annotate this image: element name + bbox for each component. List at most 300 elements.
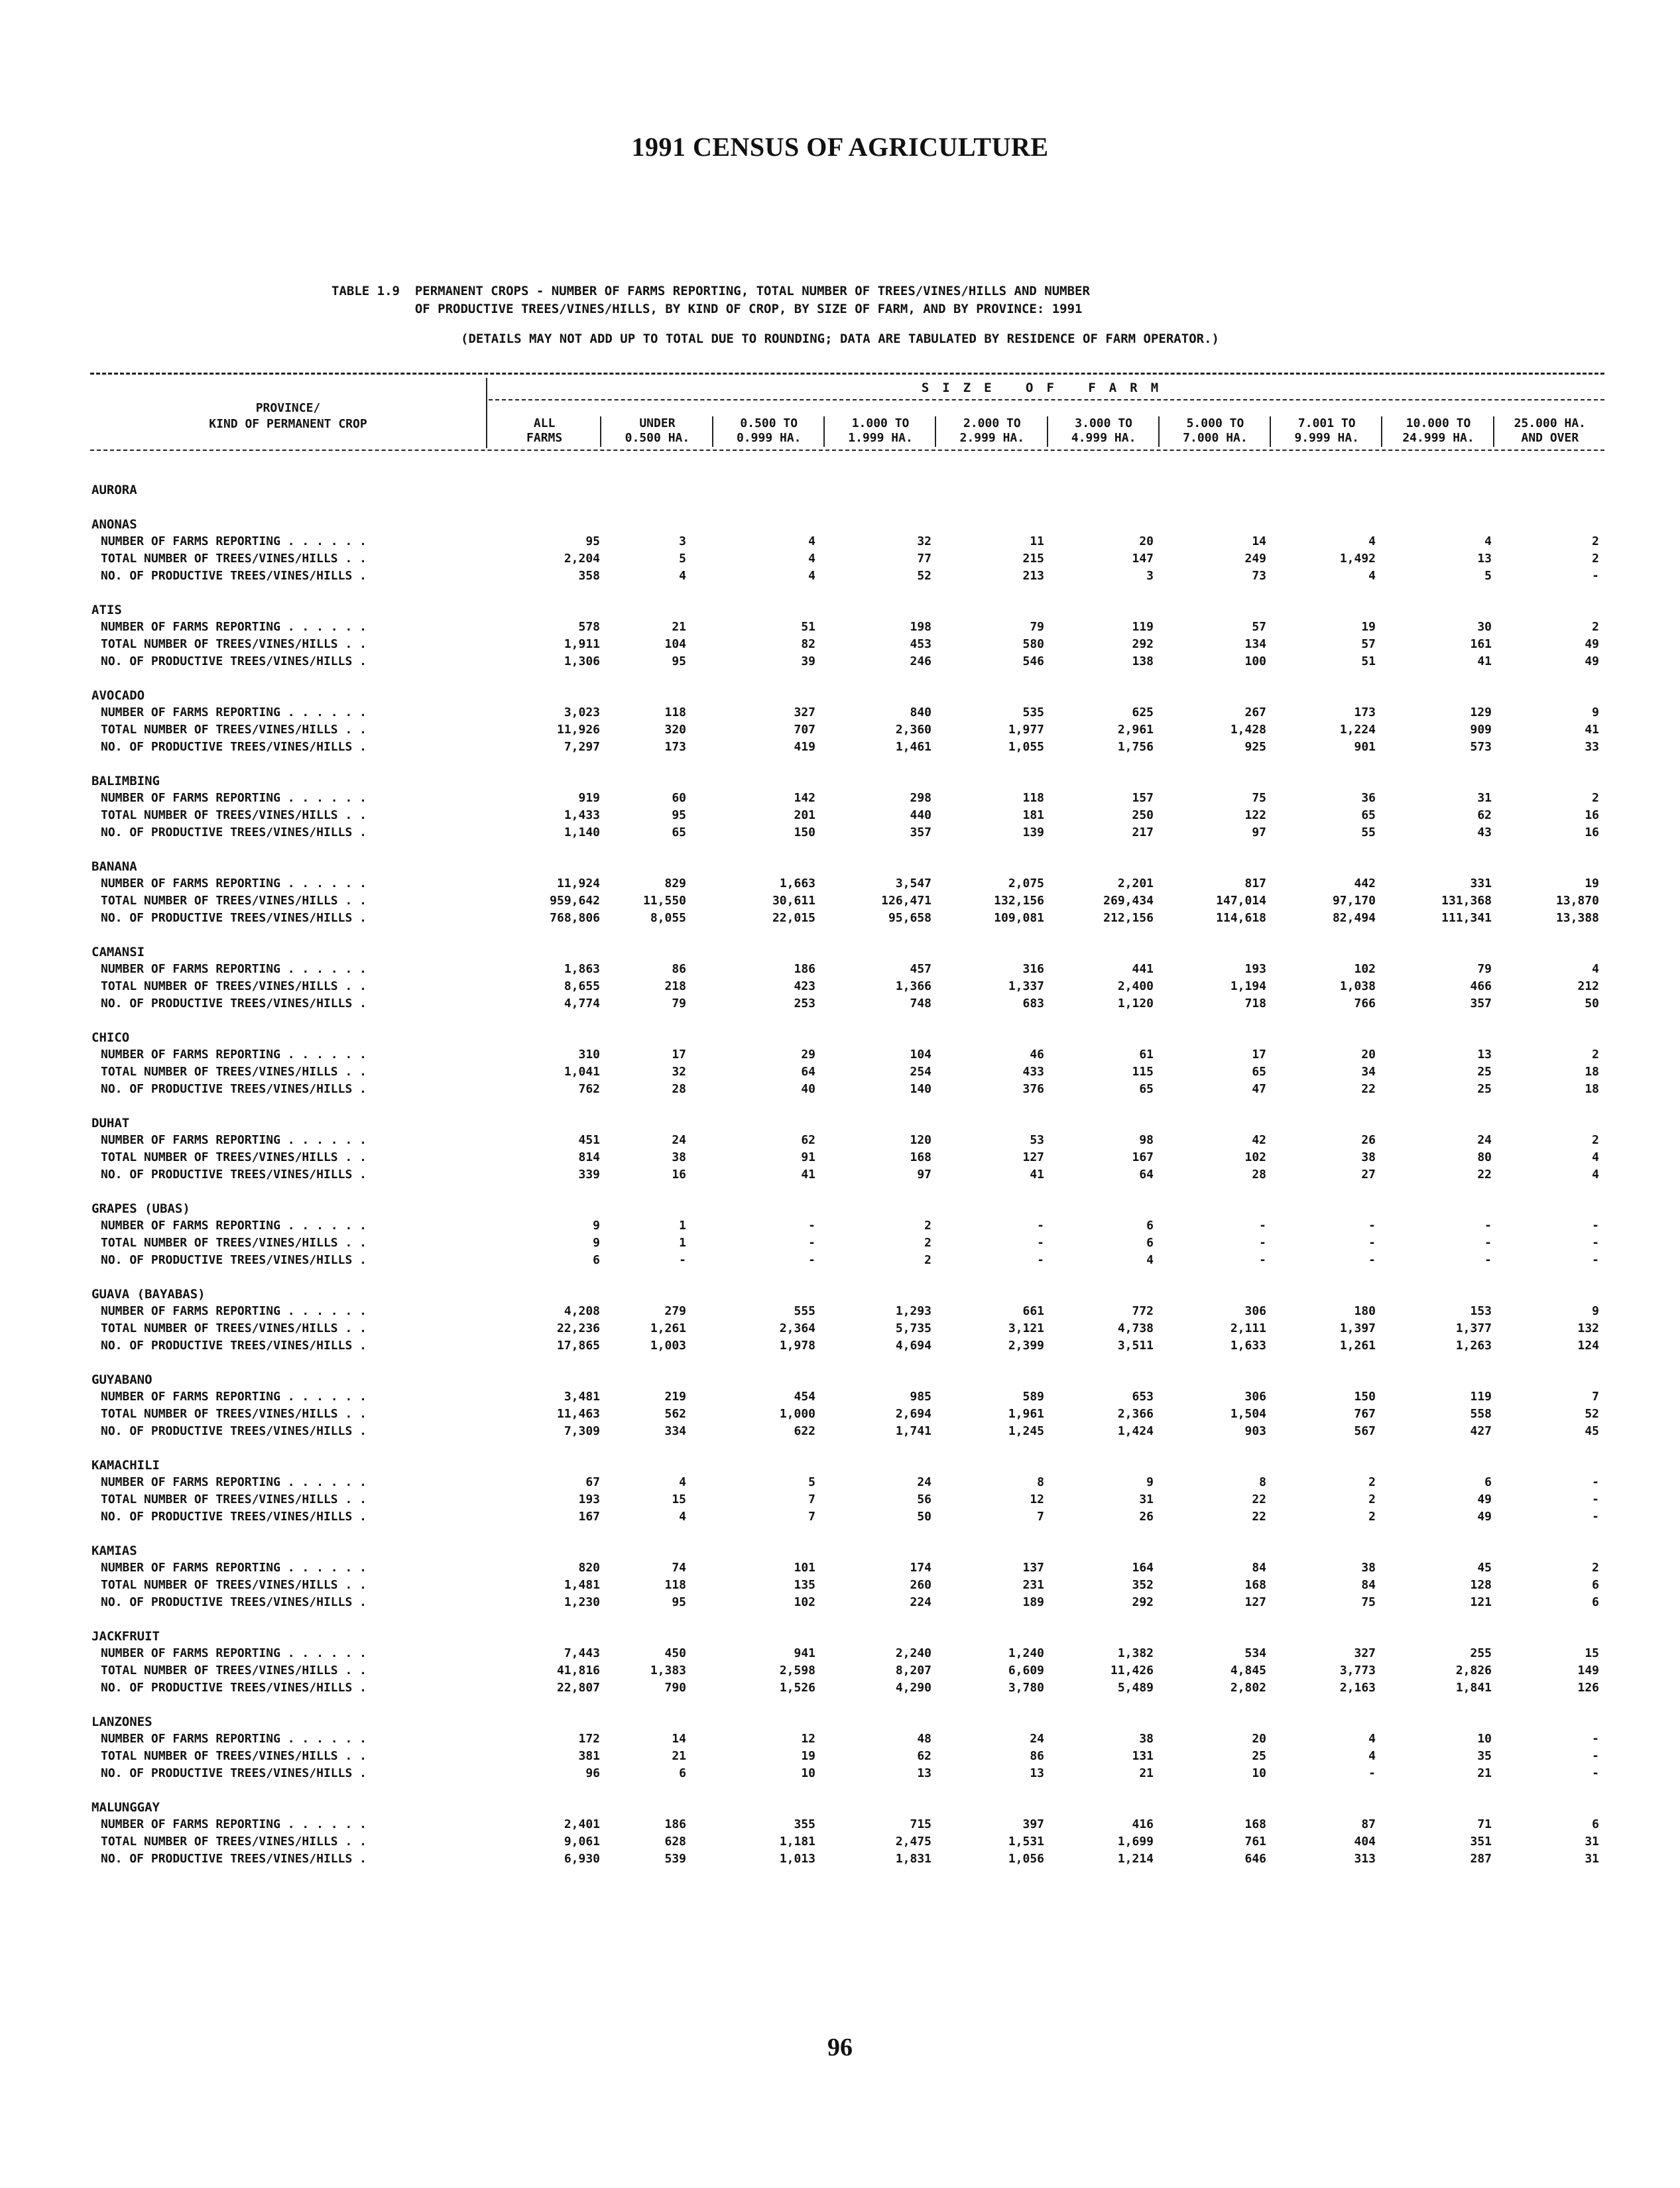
table-cell: 2	[924, 1219, 931, 1233]
table-cell: 2,163	[1339, 1681, 1376, 1695]
table-cell: 1,397	[1339, 1321, 1376, 1335]
table-cell: 2,240	[895, 1646, 931, 1660]
table-cell: 6	[1592, 1578, 1599, 1592]
table-cell: 57	[1361, 637, 1376, 651]
column-header-line: AND OVER	[1521, 431, 1579, 445]
table-cell: 31	[1585, 1852, 1599, 1866]
table-cell: 535	[1022, 705, 1044, 719]
table-cell: 122	[1244, 808, 1266, 822]
row-label: NUMBER OF FARMS REPORTING . . . . . .	[101, 1561, 367, 1575]
table-cell: 120	[910, 1133, 931, 1147]
table-cell: 331	[1470, 877, 1492, 890]
table-cell: 95	[672, 1595, 686, 1609]
table-cell: 62	[1477, 808, 1492, 822]
table-cell: 218	[664, 979, 686, 993]
crop-name: CHICO	[91, 1030, 130, 1045]
table-cell: 1,038	[1339, 979, 1376, 993]
table-cell: 562	[664, 1407, 686, 1421]
table-cell: 578	[578, 620, 600, 634]
table-cell: 4	[1592, 962, 1599, 976]
row-label: NUMBER OF FARMS REPORTING . . . . . .	[101, 620, 367, 634]
row-label: TOTAL NUMBER OF TREES/VINES/HILLS . .	[101, 1492, 367, 1506]
table-cell: 376	[1022, 1082, 1044, 1096]
table-cell: 28	[672, 1082, 686, 1096]
column-header-line: 5.000 TO	[1186, 416, 1244, 430]
table-cell: 75	[1252, 791, 1266, 805]
table-cell: 201	[794, 808, 815, 822]
table-cell: 2,826	[1455, 1664, 1492, 1677]
table-cell: 167	[578, 1510, 600, 1524]
table-cell: 5,735	[895, 1321, 931, 1335]
table-cell: 1,224	[1339, 723, 1376, 737]
row-label: NUMBER OF FARMS REPORTING . . . . . .	[101, 962, 367, 976]
row-label: NO. OF PRODUCTIVE TREES/VINES/HILLS .	[101, 1168, 367, 1182]
table-cell: 121	[1470, 1595, 1492, 1609]
table-cell: 1,055	[1008, 740, 1044, 754]
table-cell: 10	[1252, 1766, 1266, 1780]
table-cell: 358	[578, 569, 600, 583]
table-cell: 127	[1022, 1150, 1044, 1164]
table-cell: -	[1484, 1219, 1492, 1233]
table-cell: 1,013	[779, 1852, 815, 1866]
table-cell: -	[1368, 1236, 1376, 1250]
table-cell: 26	[1139, 1510, 1154, 1524]
table-cell: 2	[924, 1253, 931, 1267]
table-cell: 555	[794, 1304, 815, 1318]
table-cell: 22,015	[772, 911, 815, 925]
table-cell: 6	[1592, 1817, 1599, 1831]
table-cell: 65	[1139, 1082, 1154, 1096]
table-cell: 186	[664, 1817, 686, 1831]
column-header-line: 3.000 TO	[1075, 416, 1132, 430]
table-cell: -	[1037, 1253, 1044, 1267]
table-cell: -	[1592, 569, 1599, 583]
table-cell: 269,434	[1103, 894, 1154, 908]
table-cell: 1,663	[779, 877, 815, 890]
table-cell: 254	[910, 1065, 931, 1079]
table-cell: 440	[910, 808, 931, 822]
table-cell: -	[1368, 1219, 1376, 1233]
table-cell: 1,481	[564, 1578, 600, 1592]
table-cell: 1,978	[779, 1339, 815, 1353]
table-cell: 24	[1477, 1133, 1492, 1147]
table-cell: 41	[1585, 723, 1599, 737]
table-cell: 22	[1252, 1510, 1266, 1524]
table-cell: 419	[794, 740, 815, 754]
table-cell: 167	[1132, 1150, 1154, 1164]
table-cell: 1,056	[1008, 1852, 1044, 1866]
crop-name: ANONAS	[91, 517, 137, 532]
table-cell: 32	[917, 534, 931, 548]
table-cell: 1,366	[895, 979, 931, 993]
table-cell: 118	[664, 705, 686, 719]
table-cell: 1,531	[1008, 1835, 1044, 1849]
row-label: TOTAL NUMBER OF TREES/VINES/HILLS . .	[101, 1749, 367, 1763]
table-cell: 840	[910, 705, 931, 719]
table-cell: 457	[910, 962, 931, 976]
crop-name: AVOCADO	[91, 688, 145, 703]
table-cell: 102	[1354, 962, 1376, 976]
table-cell: 1,003	[650, 1339, 686, 1353]
table-cell: 589	[1022, 1390, 1044, 1404]
table-cell: 5	[679, 552, 686, 566]
table-cell: 453	[910, 637, 931, 651]
table-cell: 20	[1252, 1732, 1266, 1746]
table-cell: 109,081	[994, 911, 1044, 925]
table-cell: 42	[1252, 1133, 1266, 1147]
table-cell: 19	[1585, 877, 1599, 890]
table-cell: 7,297	[564, 740, 600, 754]
column-header-line: 1.999 HA.	[848, 431, 913, 445]
table-cell: 95	[585, 534, 600, 548]
table-cell: -	[679, 1253, 686, 1267]
row-label: TOTAL NUMBER OF TREES/VINES/HILLS . .	[101, 1150, 367, 1164]
table-cell: 173	[1354, 705, 1376, 719]
table-cell: 27	[1361, 1168, 1376, 1182]
table-cell: 2,399	[1008, 1339, 1044, 1353]
table-cell: 67	[585, 1475, 600, 1489]
table-cell: 381	[578, 1749, 600, 1763]
table-cell: 50	[917, 1510, 931, 1524]
table-cell: 24	[917, 1475, 931, 1489]
table-cell: 22	[1252, 1492, 1266, 1506]
table-cell: 60	[672, 791, 686, 805]
table-cell: -	[1368, 1766, 1376, 1780]
table-cell: 306	[1244, 1304, 1266, 1318]
table-cell: 2,475	[895, 1835, 931, 1849]
table-cell: -	[1259, 1219, 1266, 1233]
table-cell: 1,194	[1230, 979, 1266, 993]
table-cell: 253	[794, 997, 815, 1010]
table-cell: 909	[1470, 723, 1492, 737]
table-cell: 100	[1244, 654, 1266, 668]
table-cell: 128	[1470, 1578, 1492, 1592]
table-cell: 22	[1361, 1082, 1376, 1096]
table-cell: 646	[1244, 1852, 1266, 1866]
table-cell: 2	[924, 1236, 931, 1250]
row-label: NUMBER OF FARMS REPORTING . . . . . .	[101, 877, 367, 890]
table-cell: 1,261	[650, 1321, 686, 1335]
table-cell: 82,494	[1332, 911, 1376, 925]
table-cell: 2	[1592, 791, 1599, 805]
table-cell: 1,214	[1117, 1852, 1154, 1866]
table-cell: 168	[1244, 1817, 1266, 1831]
table-cell: 625	[1132, 705, 1154, 719]
table-cell: 25	[1252, 1749, 1266, 1763]
table-cell: -	[1037, 1219, 1044, 1233]
table-cell: 1,120	[1117, 997, 1154, 1010]
table-cell: 4	[1146, 1253, 1154, 1267]
table-cell: 3	[1146, 569, 1154, 583]
table-cell: 352	[1132, 1578, 1154, 1592]
table-cell: 174	[910, 1561, 931, 1575]
table-cell: 11	[1030, 534, 1044, 548]
table-cell: 16	[1585, 808, 1599, 822]
table-cell: 3,511	[1117, 1339, 1154, 1353]
table-cell: 683	[1022, 997, 1044, 1010]
table-cell: 131,368	[1441, 894, 1492, 908]
table-cell: 3,023	[564, 705, 600, 719]
table-cell: 1,911	[564, 637, 600, 651]
table-cell: 6	[1146, 1219, 1154, 1233]
table-cell: 36	[1361, 791, 1376, 805]
table-cell: 22,807	[556, 1681, 600, 1695]
table-cell: 1,961	[1008, 1407, 1044, 1421]
table-cell: 134	[1244, 637, 1266, 651]
table-cell: 28	[1252, 1168, 1266, 1182]
table-cell: 219	[664, 1390, 686, 1404]
table-cell: 114,618	[1216, 911, 1266, 925]
table-cell: 558	[1470, 1407, 1492, 1421]
table-cell: 6,930	[564, 1852, 600, 1866]
row-label: NUMBER OF FARMS REPORTING . . . . . .	[101, 791, 367, 805]
table-cell: 31	[1585, 1835, 1599, 1849]
row-label: NO. OF PRODUCTIVE TREES/VINES/HILLS .	[101, 740, 367, 754]
table-cell: 6,609	[1008, 1664, 1044, 1677]
table-cell: 1,492	[1339, 552, 1376, 566]
table-cell: 2	[1592, 620, 1599, 634]
table-cell: 51	[801, 620, 815, 634]
table-cell: 2	[1592, 1561, 1599, 1575]
table-cell: 172	[578, 1732, 600, 1746]
table-cell: 11,463	[556, 1407, 600, 1421]
table-cell: 153	[1470, 1304, 1492, 1318]
table-cell: 16	[672, 1168, 686, 1182]
table-caption-line-1: TABLE 1.9 PERMANENT CROPS - NUMBER OF FARMS REPORTING, TOTAL NUMBER OF TREES/VINES/HILLS AND NUMBER	[331, 284, 1090, 298]
column-header-line: 4.999 HA.	[1071, 431, 1136, 445]
table-cell: 47	[1252, 1082, 1266, 1096]
table-cell: 164	[1132, 1561, 1154, 1575]
table-cell: 761	[1244, 1835, 1266, 1849]
table-cell: 137	[1022, 1561, 1044, 1575]
table-cell: 820	[578, 1561, 600, 1575]
table-cell: 11,550	[642, 894, 686, 908]
table-cell: -	[1368, 1253, 1376, 1267]
table-cell: 102	[794, 1595, 815, 1609]
table-cell: 13	[917, 1766, 931, 1780]
table-cell: 119	[1470, 1390, 1492, 1404]
table-cell: 25	[1477, 1082, 1492, 1096]
crop-name: CAMANSI	[91, 945, 145, 959]
table-cell: 7,309	[564, 1424, 600, 1438]
table-cell: 313	[1354, 1852, 1376, 1866]
table-cell: -	[1592, 1219, 1599, 1233]
table-cell: 10	[1477, 1732, 1492, 1746]
table-cell: 55	[1361, 825, 1376, 839]
row-label: NUMBER OF FARMS REPORTING . . . . . .	[101, 1048, 367, 1062]
table-cell: 1,230	[564, 1595, 600, 1609]
row-label: NUMBER OF FARMS REPORTING . . . . . .	[101, 1133, 367, 1147]
table-cell: 9,061	[564, 1835, 600, 1849]
table-cell: 1,382	[1117, 1646, 1154, 1660]
table-cell: 6	[679, 1766, 686, 1780]
table-cell: 2,360	[895, 723, 931, 737]
table-cell: 1,293	[895, 1304, 931, 1318]
crop-name: GUAVA (BAYABAS)	[91, 1287, 206, 1302]
row-label: NUMBER OF FARMS REPORTING . . . . . .	[101, 1219, 367, 1233]
table-cell: 22	[1477, 1168, 1492, 1182]
table-cell: 433	[1022, 1065, 1044, 1079]
table-cell: 189	[1022, 1595, 1044, 1609]
table-cell: 4	[679, 569, 686, 583]
table-cell: 13	[1477, 1048, 1492, 1062]
table-cell: 817	[1244, 877, 1266, 890]
table-cell: 3,773	[1339, 1664, 1376, 1677]
table-cell: 135	[794, 1578, 815, 1592]
table-cell: 180	[1354, 1304, 1376, 1318]
table-cell: 11,426	[1110, 1664, 1154, 1677]
table-cell: 327	[1354, 1646, 1376, 1660]
table-cell: 212	[1577, 979, 1599, 993]
table-cell: 772	[1132, 1304, 1154, 1318]
table-cell: 9	[1146, 1475, 1154, 1489]
table-cell: 3	[679, 534, 686, 548]
column-header-line: 0.999 HA.	[736, 431, 802, 445]
table-cell: 941	[794, 1646, 815, 1660]
table-cell: 97	[1252, 825, 1266, 839]
table-cell: 450	[664, 1646, 686, 1660]
table-cell: 250	[1132, 808, 1154, 822]
table-cell: 132,156	[994, 894, 1044, 908]
table-cell: 2,400	[1117, 979, 1154, 993]
table-cell: 9	[593, 1219, 600, 1233]
province-label: AURORA	[91, 483, 137, 497]
row-label: NO. OF PRODUCTIVE TREES/VINES/HILLS .	[101, 1766, 367, 1780]
table-cell: 8,655	[564, 979, 600, 993]
table-cell: 661	[1022, 1304, 1044, 1318]
table-cell: -	[1592, 1766, 1599, 1780]
table-cell: 115	[1132, 1065, 1154, 1079]
table-cell: 51	[1361, 654, 1376, 668]
table-cell: 15	[672, 1492, 686, 1506]
table-cell: 43	[1477, 825, 1492, 839]
table-cell: 181	[1022, 808, 1044, 822]
table-cell: 215	[1022, 552, 1044, 566]
table-cell: 1,424	[1117, 1424, 1154, 1438]
table-cell: 17	[672, 1048, 686, 1062]
table-cell: 1,841	[1455, 1681, 1492, 1695]
table-cell: 7	[1037, 1510, 1044, 1524]
table-cell: 131	[1132, 1749, 1154, 1763]
table-cell: 4,208	[564, 1304, 600, 1318]
table-cell: 124	[1577, 1339, 1599, 1353]
table-cell: 79	[672, 997, 686, 1010]
table-cell: 129	[1470, 705, 1492, 719]
table-cell: 18	[1585, 1065, 1599, 1079]
table-cell: 127	[1244, 1595, 1266, 1609]
row-label: TOTAL NUMBER OF TREES/VINES/HILLS . .	[101, 894, 367, 908]
table-cell: 21	[1477, 1766, 1492, 1780]
table-cell: 193	[578, 1492, 600, 1506]
column-header-line: 0.500 HA.	[625, 431, 690, 445]
table-cell: 65	[672, 825, 686, 839]
table-cell: 168	[1244, 1578, 1266, 1592]
table-cell: 84	[1252, 1561, 1266, 1575]
table-cell: 173	[664, 740, 686, 754]
table-cell: 14	[1252, 534, 1266, 548]
table-cell: 255	[1470, 1646, 1492, 1660]
table-cell: 52	[917, 569, 931, 583]
table-cell: 49	[1585, 637, 1599, 651]
table-cell: 41	[801, 1168, 815, 1182]
column-header-line: 7.000 HA.	[1183, 431, 1248, 445]
table-cell: 132	[1577, 1321, 1599, 1335]
table-cell: 118	[1022, 791, 1044, 805]
table-cell: 766	[1354, 997, 1376, 1010]
table-cell: 97,170	[1332, 894, 1376, 908]
table-cell: -	[808, 1253, 815, 1267]
table-cell: 814	[578, 1150, 600, 1164]
row-label: TOTAL NUMBER OF TREES/VINES/HILLS . .	[101, 552, 367, 566]
table-cell: 2	[1368, 1510, 1376, 1524]
table-cell: 186	[794, 962, 815, 976]
row-label: NO. OF PRODUCTIVE TREES/VINES/HILLS .	[101, 911, 367, 925]
table-cell: 52	[1585, 1407, 1599, 1421]
table-cell: 441	[1132, 962, 1154, 976]
table-cell: 24	[672, 1133, 686, 1147]
row-label: TOTAL NUMBER OF TREES/VINES/HILLS . .	[101, 1835, 367, 1849]
table-cell: 10	[801, 1766, 815, 1780]
table-cell: 2,201	[1117, 877, 1154, 890]
row-label: NUMBER OF FARMS REPORTING . . . . . .	[101, 1475, 367, 1489]
table-cell: 80	[1477, 1150, 1492, 1164]
table-cell: 306	[1244, 1390, 1266, 1404]
table-cell: 86	[1030, 1749, 1044, 1763]
table-cell: 1,377	[1455, 1321, 1492, 1335]
table-cell: 48	[917, 1732, 931, 1746]
table-cell: 84	[1361, 1578, 1376, 1592]
row-label: TOTAL NUMBER OF TREES/VINES/HILLS . .	[101, 1407, 367, 1421]
row-label: NO. OF PRODUCTIVE TREES/VINES/HILLS .	[101, 1424, 367, 1438]
table-cell: 357	[910, 825, 931, 839]
stub-header-line-1: PROVINCE/	[255, 401, 321, 415]
table-cell: 46	[1030, 1048, 1044, 1062]
stub-header-line-2: KIND OF PERMANENT CROP	[209, 417, 367, 431]
table-cell: 41	[1030, 1168, 1044, 1182]
table-cell: 21	[672, 620, 686, 634]
table-cell: 62	[801, 1133, 815, 1147]
table-cell: 87	[1361, 1817, 1376, 1831]
table-cell: 339	[578, 1168, 600, 1182]
table-cell: 1,306	[564, 654, 600, 668]
table-cell: 77	[917, 552, 931, 566]
table-cell: 21	[1139, 1766, 1154, 1780]
table-cell: 40	[801, 1082, 815, 1096]
table-cell: 3,481	[564, 1390, 600, 1404]
table-cell: 622	[794, 1424, 815, 1438]
table-cell: 8	[1259, 1475, 1266, 1489]
table-cell: 3,547	[895, 877, 931, 890]
crop-name: GRAPES (UBAS)	[91, 1201, 190, 1216]
table-cell: 95	[672, 654, 686, 668]
row-label: NUMBER OF FARMS REPORTING . . . . . .	[101, 1732, 367, 1746]
row-label: TOTAL NUMBER OF TREES/VINES/HILLS . .	[101, 808, 367, 822]
table-cell: 310	[578, 1048, 600, 1062]
table-cell: 2	[1592, 1048, 1599, 1062]
table-cell: 102	[1244, 1150, 1266, 1164]
table-cell: 24	[1030, 1732, 1044, 1746]
table-cell: 53	[1030, 1133, 1044, 1147]
table-cell: 147	[1132, 552, 1154, 566]
table-caption-line-2: OF PRODUCTIVE TREES/VINES/HILLS, BY KIND OF CROP, BY SIZE OF FARM, AND BY PROVINCE: 1991	[331, 302, 1083, 316]
table-cell: 4,694	[895, 1339, 931, 1353]
table-cell: 2	[1592, 534, 1599, 548]
table-cell: 466	[1470, 979, 1492, 993]
table-cell: 442	[1354, 877, 1376, 890]
table-cell: 1,526	[779, 1681, 815, 1695]
table-cell: 768,806	[550, 911, 600, 925]
table-cell: 959,642	[550, 894, 600, 908]
